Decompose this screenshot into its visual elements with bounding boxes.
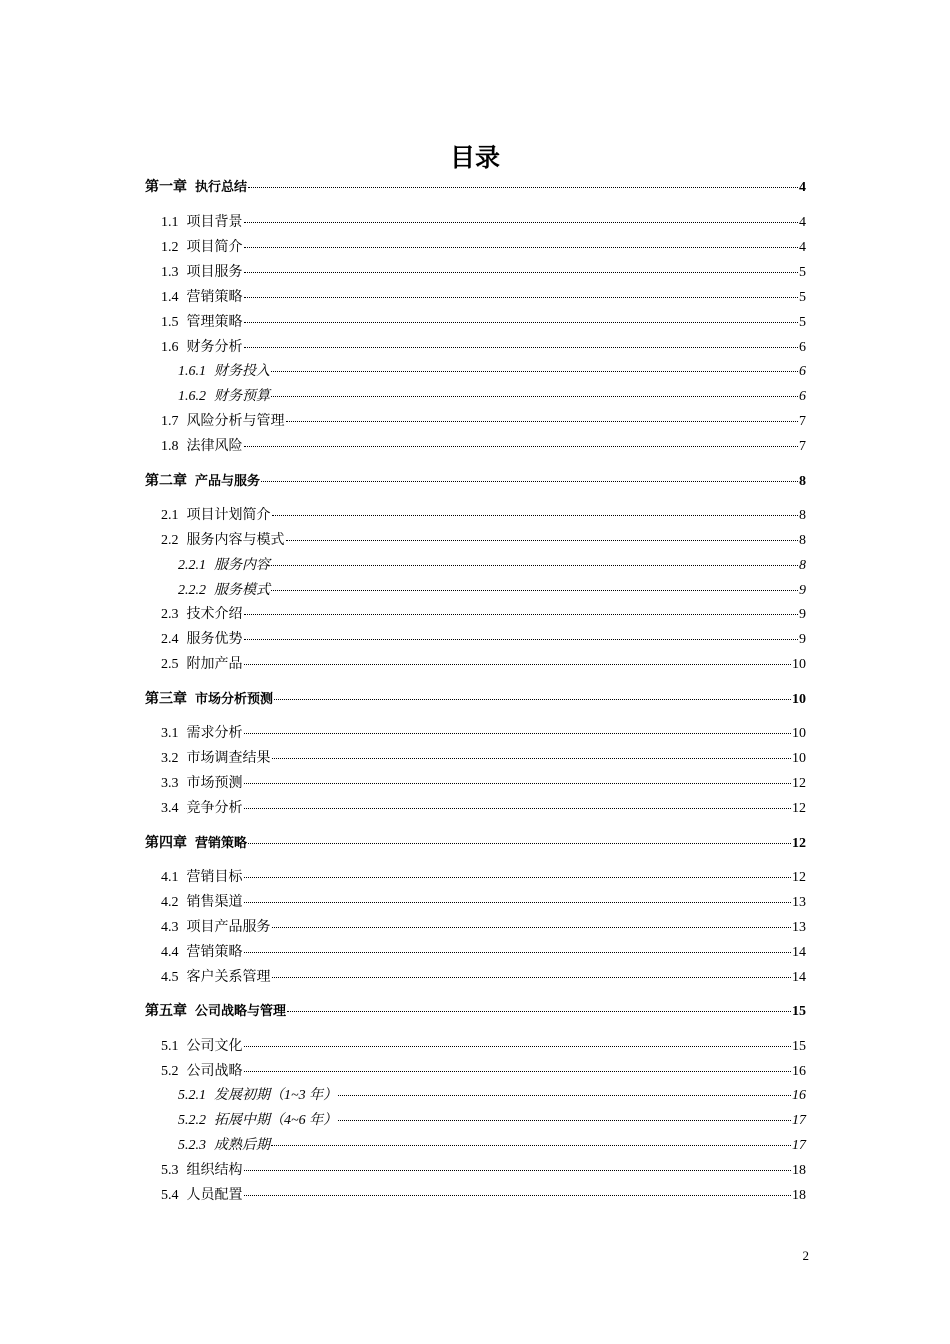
dot-leader xyxy=(338,1095,791,1096)
toc-entry-page: 5 xyxy=(799,315,806,330)
toc-entry-label: 客户关系管理 xyxy=(186,970,271,985)
toc-entry[interactable] xyxy=(161,631,806,649)
toc-entry[interactable] xyxy=(161,314,806,332)
toc-entry-page: 16 xyxy=(792,1064,806,1079)
toc-entry-label: 公司战略与管理 xyxy=(195,1004,287,1019)
toc-entry-page: 18 xyxy=(792,1188,806,1203)
toc-entry-page: 9 xyxy=(799,583,806,598)
toc-entry-number: 第三章 xyxy=(145,692,187,707)
toc-entry-number: 1.3 xyxy=(161,265,179,280)
toc-entry-page: 6 xyxy=(799,389,806,404)
toc-entry[interactable] xyxy=(161,944,806,962)
toc-entry-label: 公司文化 xyxy=(186,1039,243,1054)
toc-entry-label: 市场预测 xyxy=(186,776,243,791)
toc-entry-number: 1.6.2 xyxy=(178,389,206,404)
toc-entry[interactable] xyxy=(178,557,806,575)
dot-leader xyxy=(244,247,799,248)
toc-entry-number: 1.6.1 xyxy=(178,364,206,379)
toc-entry-label: 市场调查结果 xyxy=(186,751,271,766)
toc-entry-page: 17 xyxy=(792,1113,806,1128)
toc-entry-label: 项目产品服务 xyxy=(186,920,271,935)
toc-entry-number: 2.2 xyxy=(161,533,179,548)
toc-entry-page: 12 xyxy=(792,801,806,816)
toc-entry-page: 10 xyxy=(792,726,806,741)
toc-entry-page: 15 xyxy=(792,1039,806,1054)
toc-entry-number: 第四章 xyxy=(145,836,187,851)
dot-leader xyxy=(261,481,798,482)
toc-entry-label: 服务模式 xyxy=(214,583,270,598)
toc-entry-number: 3.3 xyxy=(161,776,179,791)
toc-entry-label: 营销策略 xyxy=(186,290,243,305)
toc-entry-page: 4 xyxy=(799,215,806,230)
toc-entry-label: 营销策略 xyxy=(195,836,248,851)
dot-leader xyxy=(286,540,799,541)
toc-entry[interactable] xyxy=(161,656,806,674)
toc-entry-page: 18 xyxy=(792,1163,806,1178)
dot-leader xyxy=(274,699,791,700)
toc-entry-page: 9 xyxy=(799,632,806,647)
toc-chapter-entry[interactable] xyxy=(145,473,806,491)
dot-leader xyxy=(244,639,799,640)
toc-entry-label: 组织结构 xyxy=(186,1163,243,1178)
toc-entry-page: 6 xyxy=(799,340,806,355)
toc-entry-label: 项目背景 xyxy=(186,215,243,230)
toc-entry-label: 服务内容与模式 xyxy=(186,533,285,548)
toc-entry-number: 4.4 xyxy=(161,945,179,960)
toc-entry-number: 1.2 xyxy=(161,240,179,255)
toc-entry-page: 12 xyxy=(792,776,806,791)
toc-entry-label: 法律风险 xyxy=(186,439,243,454)
toc-entry-number: 5.2 xyxy=(161,1064,179,1079)
toc-chapter-entry[interactable] xyxy=(145,691,806,709)
toc-entry-label: 拓展中期（4~6 年） xyxy=(214,1113,338,1128)
toc-entry-number: 2.5 xyxy=(161,657,179,672)
toc-entry-page: 4 xyxy=(799,240,806,255)
toc-entry-number: 5.4 xyxy=(161,1188,179,1203)
toc-entry-page: 16 xyxy=(792,1088,806,1103)
toc-entry[interactable] xyxy=(178,1087,806,1105)
toc-entry-page: 14 xyxy=(792,945,806,960)
toc-entry[interactable] xyxy=(161,869,806,887)
toc-entry-number: 5.1 xyxy=(161,1039,179,1054)
toc-entry[interactable] xyxy=(161,1187,806,1205)
toc-entry[interactable] xyxy=(161,750,806,768)
toc-entry-label: 发展初期（1~3 年） xyxy=(214,1088,338,1103)
dot-leader xyxy=(244,783,792,784)
toc-entry-label: 销售渠道 xyxy=(186,895,243,910)
toc-entry-label: 附加产品 xyxy=(186,657,243,672)
toc-entry-label: 成熟后期 xyxy=(214,1138,270,1153)
toc-entry[interactable] xyxy=(161,1038,806,1056)
toc-entry-label: 营销策略 xyxy=(186,945,243,960)
dot-leader xyxy=(244,446,799,447)
toc-entry-page: 4 xyxy=(799,180,806,195)
toc-entry-label: 营销目标 xyxy=(186,870,243,885)
toc-entry[interactable] xyxy=(161,214,806,232)
toc-entry-number: 5.3 xyxy=(161,1163,179,1178)
toc-entry-number: 3.1 xyxy=(161,726,179,741)
toc-entry[interactable] xyxy=(161,969,806,987)
toc-entry-label: 需求分析 xyxy=(186,726,243,741)
toc-entry-number: 5.2.1 xyxy=(178,1088,206,1103)
toc-entry-page: 8 xyxy=(799,558,806,573)
dot-leader xyxy=(244,347,799,348)
toc-entry[interactable] xyxy=(161,413,806,431)
dot-leader xyxy=(244,272,799,273)
toc-entry[interactable] xyxy=(161,438,806,456)
dot-leader xyxy=(272,927,792,928)
dot-leader xyxy=(338,1120,791,1121)
toc-entry-label: 服务优势 xyxy=(186,632,243,647)
toc-chapter-entry[interactable] xyxy=(145,1003,806,1021)
toc-entry-label: 项目计划简介 xyxy=(186,508,271,523)
toc-entry-label: 项目服务 xyxy=(186,265,243,280)
toc-entry[interactable] xyxy=(161,606,806,624)
toc-entry-page: 12 xyxy=(792,836,806,851)
dot-leader xyxy=(271,565,798,566)
page-number: 2 xyxy=(802,1248,809,1263)
toc-entry-number: 4.5 xyxy=(161,970,179,985)
toc-entry-label: 竞争分析 xyxy=(186,801,243,816)
toc-entry-page: 12 xyxy=(792,870,806,885)
toc-entry-label: 人员配置 xyxy=(186,1188,243,1203)
dot-leader xyxy=(244,664,792,665)
toc-entry[interactable] xyxy=(161,1162,806,1180)
dot-leader xyxy=(271,1145,791,1146)
dot-leader xyxy=(244,733,792,734)
dot-leader xyxy=(244,1170,792,1171)
dot-leader xyxy=(287,1011,791,1012)
toc-chapter-entry[interactable] xyxy=(145,179,806,197)
toc-entry-page: 9 xyxy=(799,607,806,622)
toc-entry-page: 10 xyxy=(792,692,806,707)
toc-entry-page: 5 xyxy=(799,265,806,280)
toc-entry[interactable] xyxy=(161,289,806,307)
toc-entry[interactable] xyxy=(161,1063,806,1081)
toc-entry-label: 风险分析与管理 xyxy=(186,414,285,429)
dot-leader xyxy=(244,902,792,903)
toc-entry-label: 财务分析 xyxy=(186,340,243,355)
toc-entry-number: 5.2.3 xyxy=(178,1138,206,1153)
dot-leader xyxy=(244,297,799,298)
toc-entry-page: 13 xyxy=(792,920,806,935)
toc-entry-number: 4.3 xyxy=(161,920,179,935)
dot-leader xyxy=(286,421,799,422)
dot-leader xyxy=(248,187,798,188)
toc-entry-page: 8 xyxy=(799,474,806,489)
toc-entry-label: 项目简介 xyxy=(186,240,243,255)
dot-leader xyxy=(244,1071,792,1072)
toc-entry[interactable] xyxy=(161,507,806,525)
toc-entry-number: 2.3 xyxy=(161,607,179,622)
toc-entry-label: 管理策略 xyxy=(186,315,243,330)
toc-entry-label: 市场分析预测 xyxy=(195,692,274,707)
dot-leader xyxy=(244,808,792,809)
toc-entry-number: 5.2.2 xyxy=(178,1113,206,1128)
toc-entry-number: 4.1 xyxy=(161,870,179,885)
toc-entry-label: 财务投入 xyxy=(214,364,270,379)
dot-leader xyxy=(272,515,799,516)
dot-leader xyxy=(244,322,799,323)
toc-entry[interactable] xyxy=(161,800,806,818)
dot-leader xyxy=(244,1195,792,1196)
dot-leader xyxy=(248,843,791,844)
toc-entry[interactable] xyxy=(178,1137,806,1155)
toc-entry-number: 2.4 xyxy=(161,632,179,647)
toc-chapter-entry[interactable] xyxy=(145,835,806,853)
toc-entry-page: 6 xyxy=(799,364,806,379)
toc-entry-page: 10 xyxy=(792,657,806,672)
toc-entry-page: 8 xyxy=(799,508,806,523)
toc-entry-number: 4.2 xyxy=(161,895,179,910)
toc-entry-label: 服务内容 xyxy=(214,558,270,573)
toc-entry[interactable] xyxy=(161,725,806,743)
toc-entry-label: 财务预算 xyxy=(214,389,270,404)
toc-entry[interactable] xyxy=(161,239,806,257)
toc-entry-number: 第五章 xyxy=(145,1004,187,1019)
toc-entry-page: 7 xyxy=(799,414,806,429)
toc-entry-number: 1.6 xyxy=(161,340,179,355)
toc-entry-page: 15 xyxy=(792,1004,806,1019)
dot-leader xyxy=(244,614,799,615)
toc-entry-label: 产品与服务 xyxy=(195,474,261,489)
toc-entry[interactable] xyxy=(161,894,806,912)
toc-entry[interactable] xyxy=(178,388,806,406)
toc-entry-label: 技术介绍 xyxy=(186,607,243,622)
dot-leader xyxy=(244,1046,792,1047)
toc-entry-page: 17 xyxy=(792,1138,806,1153)
toc-entry[interactable] xyxy=(178,1112,806,1130)
toc-entry-label: 执行总结 xyxy=(195,180,248,195)
toc-entry-page: 5 xyxy=(799,290,806,305)
toc-entry-page: 13 xyxy=(792,895,806,910)
toc-entry-label: 公司战略 xyxy=(186,1064,243,1079)
dot-leader xyxy=(244,222,799,223)
toc-entry[interactable] xyxy=(161,775,806,793)
toc-entry-number: 1.1 xyxy=(161,215,179,230)
toc-entry-number: 2.2.1 xyxy=(178,558,206,573)
toc-entry[interactable] xyxy=(178,363,806,381)
toc-entry-number: 第二章 xyxy=(145,474,187,489)
toc-entry[interactable] xyxy=(161,532,806,550)
toc-entry-page: 14 xyxy=(792,970,806,985)
dot-leader xyxy=(271,396,798,397)
toc-entry-number: 1.8 xyxy=(161,439,179,454)
toc-entry[interactable] xyxy=(161,264,806,282)
toc-entry-page: 10 xyxy=(792,751,806,766)
toc-entry-page: 8 xyxy=(799,533,806,548)
dot-leader xyxy=(271,590,798,591)
toc-entry-number: 第一章 xyxy=(145,180,187,195)
toc-entry-number: 1.4 xyxy=(161,290,179,305)
toc-entry-number: 1.7 xyxy=(161,414,179,429)
toc-entry-number: 2.2.2 xyxy=(178,583,206,598)
toc-entry-page: 7 xyxy=(799,439,806,454)
toc-entry[interactable] xyxy=(161,339,806,357)
dot-leader xyxy=(272,977,792,978)
toc-entry-number: 2.1 xyxy=(161,508,179,523)
dot-leader xyxy=(271,371,798,372)
toc-entry[interactable] xyxy=(161,919,806,937)
dot-leader xyxy=(244,877,792,878)
dot-leader xyxy=(272,758,792,759)
toc-entry-number: 3.4 xyxy=(161,801,179,816)
dot-leader xyxy=(244,952,792,953)
toc-entry-number: 3.2 xyxy=(161,751,179,766)
toc-entry[interactable] xyxy=(178,582,806,600)
page-title: 目录 xyxy=(449,142,500,172)
toc-entry-number: 1.5 xyxy=(161,315,179,330)
